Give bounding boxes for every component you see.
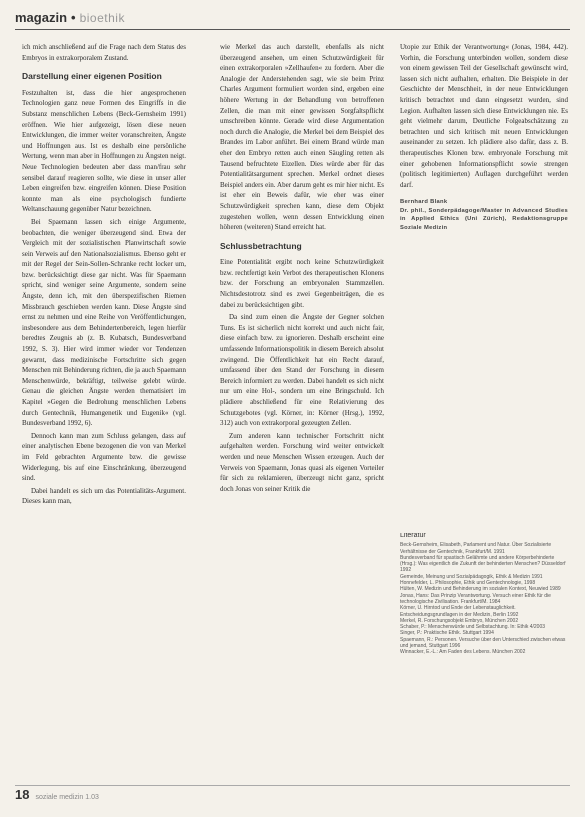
literature-entry: Winnacker, E.-L.: Am Faden des Lebens. München 2002 [400, 649, 526, 656]
section-heading: Darstellung einer eigenen Position [22, 71, 162, 82]
paragraph: Eine Potentialität ergibt noch keine Schutzwürdigkeit bzw. rechtfertigt kein Verbot des therapeutischen Klonens bzw. der Forschung an embryonalen Stammzellen. Nichtsdestotrotz sind es zwei Gegenbeiträgen, die es dabei zu berücksichtigen gibt. [220, 258, 384, 309]
literature-heading: Literatur [400, 533, 426, 539]
paragraph: Bei Spaemann lassen sich einige Argumente, beobachten, die weniger überzeugend sind. Etwa der Vergleich mit der sozialistischen Planwirtschaft sowie sein Verweis auf den Nationalsozialismus. Ebenso geht er mit der Regel der Sein-Sollen-Schranke recht locker um, bzw. berücksichtigt diese gar nicht. Was für Spaemann spricht, sind weniger seine Argumente, sondern seine Ängste, denn ich, mit den überspezifischen Riemen Missbrauch geschieben werden kann. Diese Ängste sind ernst zu nehmen und eine Reihe von Veröffentlichungen, insbesondere aus dem Behindertenbereich, legen hierfür beredtes Zeugnis ab (z. B. Kubatsch, Bundesverband 1992, S. 3). Hier wird immer wieder vor Tendenzen gewarnt, dass medizinische Fortschritte sich gegen Menschen mit Behinderung richten, die ja auch Spaemann Menschenwürde, bekräftigt, teilweise gelebt würde. Genau die gleichen Ängste werden thematisiert im Kapitel »Gegen die Bedrohung menschlichen Lebens durch Gentechnik, Humangenetik und Eugenik« (vgl. Bundesverband 1992, 6). [22, 217, 186, 428]
magazine-header [15, 10, 125, 25]
footer-source: soziale medizin 1.03 [35, 794, 99, 801]
column-1 [22, 42, 186, 790]
page-footer [15, 787, 99, 802]
paragraph: Utopie zur Ethik der Verantwortung« (Jonas, 1984, 442). Vorhin, die Forschung unterbinden wollen, sondern diese von einem gewissen Teil der Gesellschaft gewünscht wird, lassen sich nicht aufhalten, erhalten. Die Beispiele in der Geschichte der Menschheit, in der neue Entwicklungen kritisch betrachtet und dann eingesetzt wurden, sind Legion. Aufhalten lassen sich diese Entwicklungen nie. Es geht vielmehr darum, Deutliche Folgeabschätzung zu betrachten und sich kritisch mit neuen Entwicklungen auseinander zu setzen. Ich plädiere also dafür, dass z. B. therapeutisches Klonen bzw. embryonale Forschung mit einer gehobenen Informationspflicht sowie strengen (politisch legitimierten) Auflagen durchgeführt werden darf. [400, 43, 568, 189]
literature-entry: Merkel, R. Forschungsobjekt Embryo, München 2002 [400, 617, 519, 624]
magazine-label: magazin [15, 10, 68, 25]
literature-entry: Singer, P.: Praktische Ethik. Stuttgart 1994 [400, 630, 494, 637]
section-heading: Schlussbetrachtung [220, 240, 302, 251]
paragraph: wie Merkel das auch darstellt, ebenfalls als nicht überzeugend ansehen, um einen Schutzwürdigkeit für einen extrakorporalen »Zellhaufen« zu fordern. Aber die Analogie der Anderstehenden sagt, wie sie beim Prinz Charles Argument formuliert worden sind, ergeben eine höhere Wertung in der Behandlung von betroffenen Zellen, die man mit einer gewissen Sorgfaltspflicht umschreiben könnte. Gerade wird diese Argumentation noch durch die Analogie, die Merkel bei dem Beispiel des Brandes im Labor anführt. Bei einem Brand würde man eher den Embryo retten auch einen Säugling retten als Tausend befruchtete Eizellen. Dies würde aber für das Potentialitätsargument sprechen. Merkel ordnet dieses Beispiel anders ein. Aber darum geht es mir hier nicht. Es ist eher ein Beweis dafür, wie eher was einer Schutzwürdigkeit sprechen kann, diese dem Objekt zugestehen wollen, wenn dessen Entwicklung einen höheren (weiteren) Stand erreicht hat. [220, 43, 384, 232]
paragraph: ich mich anschließend auf die Frage nach dem Status des Embryos in extrakorporalem Zustand. [22, 43, 186, 62]
header-rule [15, 29, 570, 30]
column-3 [400, 42, 568, 292]
literature-entry: Jonas, Hans: Das Prinzip Verantwortung. Versuch einer Ethik für die technologische Zivilisation. Frankfurt/M. 1984 [400, 592, 551, 605]
author-box [400, 198, 568, 232]
literature-entry: Schaber, P.: Menschenwürde und Selbstachtung. In: Ethik 4/2003 [400, 624, 546, 631]
paragraph: Zum anderen kann technischer Fortschritt nicht aufgehalten werden. Forschung wird weiter entwickelt werden und neue Menschen Wissen erzeugen. Auch der Verweis von Spaemann, Jonas quasi als eigenen Vorteiler für sich zu reklamieren, überzeugt nicht ganz, spricht doch Jonas von seiner Kritik die [220, 431, 384, 493]
author-name: Bernhard Blank [400, 199, 448, 206]
literature-entry: Bundesverband für spastisch Gelähmte und andere Körperbehinderte (Hrsg.): Was eigentlich die Zukunft der behinderten Menschen? Düsseldorf 1992 [400, 554, 566, 574]
bullet-separator: • [71, 10, 76, 25]
literature-entry: Gemeinde, Meinung und Sozialpädagogik, Ethik & Medizin 1991 [400, 573, 543, 580]
footer-rule [15, 785, 570, 786]
literature-entry: Spaemann, R.: Personen. Versuche über den Unterschied zwischen etwas und jemand, Stuttgart 1996 [400, 636, 566, 650]
literature-entry: Hülten, W. Medizin und Behinderung im sozialen Kontext, Neuwied 1989 [400, 586, 561, 593]
page-number: 18 [15, 787, 30, 802]
column-2 [220, 42, 384, 790]
paragraph: Dabei handelt es sich um das Potentialitäts-Argument. Dieses kann man, [22, 486, 186, 506]
author-description: Dr. phil., Sonderpädagoge/Master in Advanced Studies in Applied Ethics (Uni Zürich), Redaktionsgruppe Soziale Medizin [400, 207, 568, 231]
literature-entry: Körner, U. Hirntod und Ende der Lebenstauglichkeit. Entscheidungsgrundlagen in der Medizin, Berlin 1992 [400, 605, 519, 618]
paragraph: Da sind zum einen die Ängste der Gegner solchen Tuns. Es ist sicherlich nicht korrekt und auch nicht fair, diese einfach bzw. zu ignorieren. Deshalb erscheint eine umfassende Informationspolitik in diesem Bereich absolut zwingend. Die Öffentlichkeit hat ein Recht darauf, umfassend über den Stand der Forschung in diesem Bereich informiert zu werden. Dabei handelt es sich nicht nur um eine Hol-, sondern um eine Bringschuld. Ich plädiere abschließend für eine Relativierung des Schutzgebotes (vgl. Körner, in: Körner (Hrsg.), 1992, 312) auch von extrakorporal gezeugten Zellen. [220, 313, 384, 428]
paragraph: Festzuhalten ist, dass die hier angesprochenen Technologien ganz neue Formen des Eingriffs in die Substanz menschlichen Lebens (Beck-Gernsheim 1991) eröffnen. Wie hier aufgezeigt, lösen diese neuen Entwicklungen, die immer weiter voranschreiten, Ängste und Hoffnungen aus. Ist es deshalb eine persönliche Wertung, wenn man aber in Hoffnungen zu Ängsten neigt. Neue Technologien bedeuten aber dass man/frau sehr sensibel darauf reagieren sollte, wie diese in unser aller Leben eingreifen bzw. eingreifen können. Diese Position konnte man als eine psychologisch fundierte Weltanschauung gegenüber Natur bezeichnen. [22, 88, 186, 214]
literature-list [400, 533, 568, 803]
section-label: bioethik [79, 11, 125, 25]
paragraph: Dennoch kann man zum Schluss gelangen, dass auf einer analytischen Ebene bezogenen die von van Merkel im Feld gebrachten Argumente bzw. die gewisse Widerlegung, bis auf eine Einschränkung, überzeugend sind. [22, 431, 186, 483]
literature-entry: Honnefelder, L. Philosophie, Ethik und Gentechnologie, 1998 [400, 580, 536, 587]
literature-entry: Beck-Gernsheim, Elisabeth, Parlament und Natur. Über Sozialisierte Verhältnisse der Gentechnik, Frankfurt/M. 1991 [400, 542, 552, 555]
